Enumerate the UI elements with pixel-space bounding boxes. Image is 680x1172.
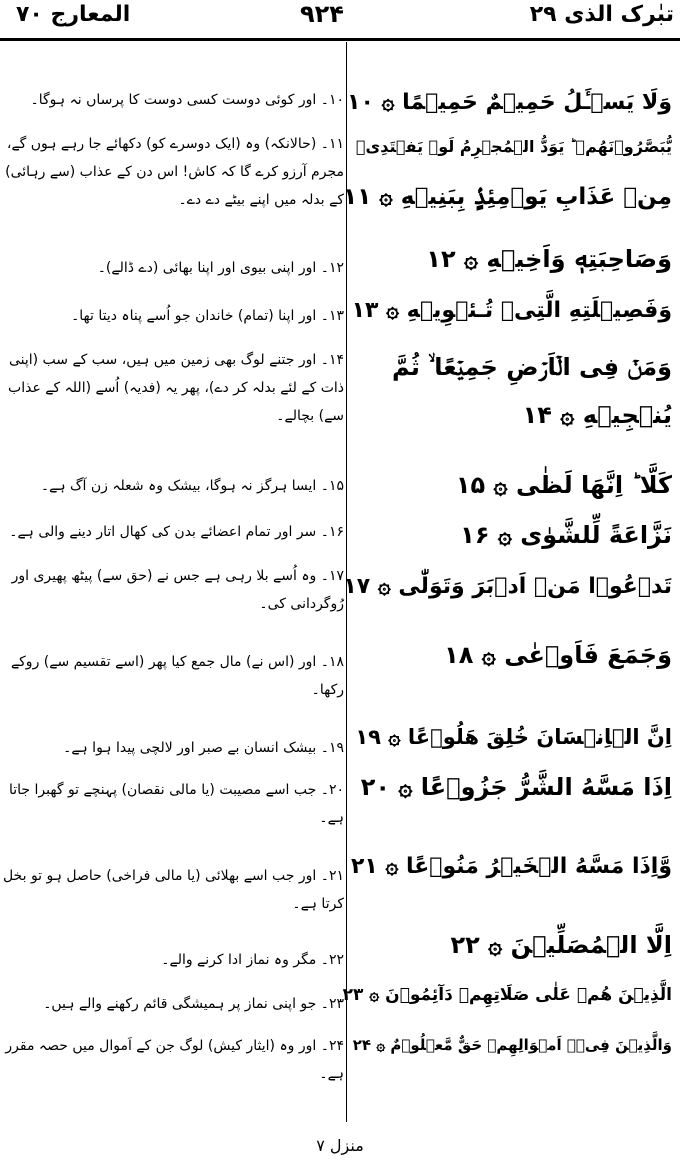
arabic-line: وَجَمَعَ فَاَوۡعٰى ۞ ۱۸ (444, 641, 672, 669)
arabic-line: وَالَّذِيۡنَ فِىۡۤ اَمۡوَالِهِمۡ حَقٌّ مَّعۡلُوۡمٌ ۞ ۲۴ (352, 1036, 672, 1054)
header-rule (0, 38, 680, 41)
translation-item (0, 562, 344, 618)
arabic-line: اِنَّ الۡاِنۡسَانَ خُلِقَ هَلُوۡعًا ۞ ۱۹ (355, 725, 672, 749)
translation-item (0, 1032, 344, 1088)
translation-text: ۱۹۔ بیشک انسان بے صبر اور لالچی پیدا ہوا ہے۔ (63, 740, 344, 756)
surah-title: المعارج ۷۰ (16, 2, 131, 27)
translation-item (0, 862, 344, 918)
translation-item (0, 518, 344, 546)
arabic-line: يُنۡجِيۡهِ ۞ ۱۴ (522, 401, 672, 429)
translation-item (0, 130, 344, 214)
translation-item (0, 648, 344, 704)
translation-item (0, 86, 344, 114)
translation-item (0, 472, 344, 500)
translation-text: ۱۰۔ اور کوئی دوست کسی دوست کا پرساں نہ ہوگا۔ (30, 92, 344, 108)
translation-text: ۱۴۔ اور جتنے لوگ بھی زمین میں ہیں، سب کے سب (اپنی ذات کے لئے بدلہ کر دے)، پھر یہ (فدیہ) اُسے (اللہ کے عذاب سے) بچالے۔ (8, 352, 344, 424)
juz-title: تبٰرک الذی ۲۹ (529, 2, 674, 27)
translation-item (0, 254, 344, 282)
arabic-line: الَّذِيۡنَ هُمۡ عَلٰى صَلَاتِهِمۡ دَآئِمُوۡنَ ۞ ۲۳ (342, 985, 672, 1005)
arabic-line: اِذَا مَسَّهُ الشَّرُّ جَزُوۡعًا ۞ ۲۰ (360, 773, 672, 801)
translation-item (0, 776, 344, 832)
page-number: ۹۲۴ (300, 0, 344, 28)
arabic-line: وَفَصِيۡلَتِهِ الَّتِىۡ تُـئۡوِيۡهِ ۞ ۱۳ (351, 298, 672, 323)
arabic-line: مِنۡ عَذَابِ يَوۡمِئِذٍۢ بِبَنِيۡهِ ۞ ۱۱ (343, 184, 672, 210)
translation-text: ۱۸۔ اور (اس نے) مال جمع کیا پھر (اسے تقسیم سے) روکے رکھا۔ (10, 654, 344, 698)
translation-text: ۱۳۔ اور اپنا (تمام) خاندان جو اُسے پناہ دیتا تھا۔ (71, 308, 344, 324)
translation-item (0, 302, 344, 330)
manzil-footer: منزل ۷ (316, 1136, 364, 1155)
arabic-line: اِلَّا الۡمُصَلِّيۡنَ ۞ ۲۲ (450, 931, 672, 959)
translation-text: ۲۴۔ اور وہ (ایثار کیش) لوگ جن کے اَموال میں حصہ مقرر ہے۔ (5, 1038, 344, 1082)
arabic-line: نَزَّاعَةً لِّلشَّوٰى ۞ ۱۶ (460, 521, 672, 549)
arabic-line: كَلَّا ؕ اِنَّهَا لَظٰى ۞ ۱۵ (455, 471, 672, 499)
translation-text: ۱۶۔ سر اور تمام اعضائے بدن کی کھال اتار دینے والی ہے۔ (9, 524, 344, 540)
arabic-line: وَمَنۡ فِى الۡاَرۡضِ جَمِيۡعًا ۙ ثُمَّ (392, 353, 672, 381)
arabic-line: وَّاِذَا مَسَّهُ الۡخَيۡرُ مَنُوۡعًا ۞ ۲۱ (350, 854, 672, 879)
translation-text: ۱۲۔ اور اپنی بیوی اور اپنا بھائی (دے ڈالے)۔ (97, 260, 344, 276)
translation-item (0, 990, 344, 1018)
arabic-line: يُّبَصَّرُوۡنَهُمۡ ؕ يَوَدُّ الۡمُجۡرِمُ لَوۡ يَفۡتَدِىۡ (355, 137, 672, 156)
translation-text: ۱۱۔ (حالانکہ) وہ (ایک دوسرے کو) دکھائے جا رہے ہوں گے، مجرم آرزو کرے گا کہ کاش! اس دن کے عذاب (سے رہائی) کے بدلہ میں اپنے بیٹے دے دے۔ (5, 136, 344, 208)
arabic-line: وَصَاحِبَتِهٖ وَاَخِيۡهِ ۞ ۱۲ (426, 245, 672, 273)
translation-item (0, 346, 344, 430)
translation-text: ۲۳۔ جو اپنی نماز پر ہمیشگی قائم رکھنے والے ہیں۔ (43, 996, 344, 1012)
translation-text: ۲۱۔ اور جب اسے بھلائی (یا مالی فراخی) حاصل ہو تو بخل کرتا ہے۔ (2, 868, 344, 912)
translation-text: ۲۰۔ جب اسے مصیبت (یا مالی نقصان) پہنچے تو گھبرا جاتا ہے۔ (9, 782, 344, 826)
page-header (0, 0, 680, 40)
translation-text: ۱۷۔ وہ اُسے بلا رہی ہے جس نے (حق سے) پیٹھ پھیری اور رُوگردانی کی۔ (11, 568, 344, 612)
arabic-line: تَدۡعُوۡا مَنۡ اَدۡبَرَ وَتَوَلّٰى ۞ ۱۷ (343, 574, 672, 599)
translation-item (0, 734, 344, 762)
translation-item (0, 946, 344, 974)
translation-text: ۱۵۔ ایسا ہرگز نہ ہوگا، بیشک وہ شعلہ زن آگ ہے۔ (40, 478, 344, 494)
arabic-line: وَلَا يَسۡـَٔلُ حَمِيۡمٌ حَمِيۡمًا ۞ ۱۰ (347, 90, 672, 115)
translation-text: ۲۲۔ مگر وہ نماز ادا کرنے والے۔ (161, 952, 344, 968)
